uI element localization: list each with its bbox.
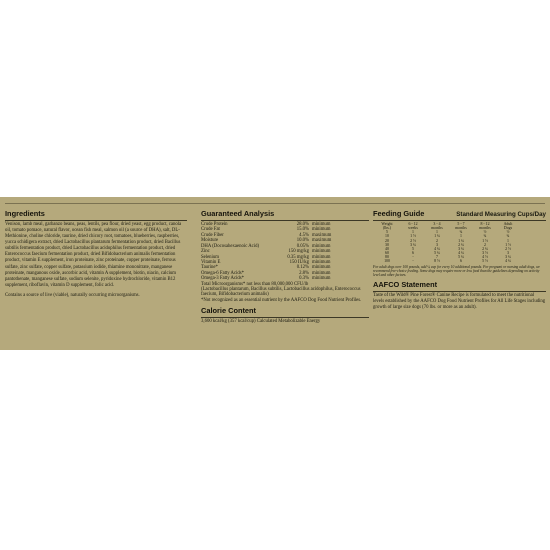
analysis-footnote: *Not recognized as an essential nutrient by the AAFCO Dog Food Nutrient Profiles.	[201, 297, 362, 303]
feeding-guide-cell: 2 ¾	[458, 242, 464, 247]
ingredients-section	[5, 209, 187, 299]
nutrient-qualifier: minimum	[312, 227, 331, 233]
feeding-guide-cell: 3 ½	[482, 251, 488, 256]
feeding-guide-cell: 30	[385, 242, 389, 247]
probiotic-note: Contains a source of live (viable), naturally occurring microorganisms.	[5, 292, 140, 298]
feeding-guide-cell: ½	[483, 230, 487, 235]
feeding-guide-cell: 2 ¾	[482, 246, 488, 251]
nutrient-qualifier: minimum	[312, 249, 331, 255]
feeding-guide-row	[373, 259, 519, 263]
feeding-guide-cell: 4 ¾	[505, 259, 511, 264]
nutrient-value: 0.05%	[296, 243, 309, 249]
nutrient-qualifier: maximum	[312, 238, 332, 244]
nutrient-name: Taurine*	[201, 265, 218, 271]
feeding-guide-cell: 5	[412, 246, 414, 251]
nutrient-name: Omega-3 Fatty Acids*	[201, 276, 245, 282]
feeding-guide-cell: ¾	[483, 234, 487, 239]
feeding-guide-cell: 5	[386, 230, 388, 235]
nutrient-qualifier: minimum	[312, 270, 331, 276]
feeding-guide-heading: Feeding Guide	[373, 209, 425, 218]
calorie-content-rule	[201, 317, 369, 318]
nutrient-value: 0.12%	[296, 265, 309, 271]
nutrient-value: 4.5%	[299, 232, 309, 238]
feeding-guide-cell: 6	[412, 251, 414, 256]
feeding-guide-header-cell: 8 - 12	[480, 222, 490, 226]
nutrient-value: 2.8%	[299, 270, 309, 276]
feeding-guide-cell: 1 ¾	[458, 238, 464, 243]
feeding-guide-cell: 1	[507, 238, 509, 243]
feeding-guide-cell: 2	[484, 242, 486, 247]
feeding-guide-header-cell: Adult	[503, 222, 513, 226]
feeding-guide-cell: 1	[460, 234, 462, 239]
feeding-guide-cell: 4 ½	[482, 255, 488, 260]
nutrient-name: Selenium	[201, 254, 219, 260]
nutrient-qualifier: minimum	[312, 276, 331, 282]
nutrient-qualifier: minimum	[312, 265, 331, 271]
feeding-guide-cell: 1 ¾	[434, 234, 440, 239]
ingredients-rule	[5, 220, 187, 221]
label-panel	[0, 197, 550, 350]
ingredients-text: Venison, lamb meal, garbanzo beans, peas, lentils, pea flour, dried yeast, egg product, canola oil, tomato pomace, natural flavor, ocean fish meal, salmon oil (a source of DHA), salt, DL-Methionine, choline chloride, taurine, dried chicory root, tomatoes, blueberries, raspberries, yucca schidigera extract, dried Lactobacillus plantarum fermentation product, dried Bacillus subtilis fermentation product, dried Lactobacillus acidophilus fermentation product, dried Enterococcus faecium fermentation product, dried Bifidobacterium animalis fermentation product, vitamin E supplement, iron proteinate, zinc proteinate, copper proteinate, ferrous sulfate, zinc sulfate, copper sulfate, potassium iodide, thiamine mononitrate, manganese proteinate, manganous oxide, ascorbic acid, vitamin A supplement, biotin, niacin, calcium pantothenate, manganese sulfate, sodium selenite, pyridoxine hydrochloride, vitamin B12 supplement, riboflavin, vitamin D supplement, folic acid.	[5, 222, 182, 288]
nutrient-value: 10.0%	[296, 238, 309, 244]
feeding-guide-cell: 5 ½	[482, 259, 488, 264]
nutrient-name: Crude Fiber	[201, 232, 224, 238]
ingredients-heading: Ingredients	[5, 209, 45, 218]
microorganisms-detail: (Lactobacillus plantarum, Bacillus subtilis, Lactobacillus acidophilus, Enterococcus faecium, Bifidobacterium animalis)	[201, 287, 361, 298]
feeding-guide-cell: 10	[385, 234, 389, 239]
feeding-guide-cell: 2	[436, 238, 438, 243]
nutrient-name: Vitamin E	[201, 259, 221, 265]
nutrient-value: 150 IU/kg	[289, 259, 309, 265]
feeding-guide-cell: 2 ½	[505, 246, 511, 251]
nutrient-qualifier: minimum	[312, 243, 331, 249]
calorie-content-heading: Calorie Content	[201, 306, 257, 316]
nutrient-name: Omega-6 Fatty Acids*	[201, 270, 245, 276]
feeding-guide-header-cell: (lbs.)	[382, 226, 392, 231]
feeding-guide-cell: 6	[460, 259, 462, 264]
feeding-guide-cell: 5 ¾	[458, 255, 464, 260]
feeding-guide-cell: 20	[385, 238, 389, 243]
feeding-guide-cell: 1	[436, 230, 438, 235]
feeding-guide-cell: ¾	[506, 234, 510, 239]
feeding-guide-header-cell: 3 - 4	[433, 222, 441, 226]
nutrient-qualifier: minimum	[312, 254, 331, 260]
feeding-guide-cell: ¾	[459, 230, 463, 235]
feeding-guide-header-cell: 5 - 7	[457, 222, 465, 226]
feeding-guide-cell: 8 ½	[434, 259, 440, 264]
nutrient-name: DHA (Docosahexaenoic Acid)	[201, 243, 260, 249]
nutrient-name: Moisture	[201, 238, 219, 244]
feeding-guide-cell: 3 ¾	[458, 246, 464, 251]
top-divider	[5, 203, 545, 204]
nutrient-value: 15.0%	[296, 227, 309, 233]
feeding-guide-cell: 1 ½	[482, 238, 488, 243]
feeding-guide-cell: 5 ¾	[434, 251, 440, 256]
feeding-guide-cell: 7	[436, 255, 438, 260]
feeding-guide-cell: 3 ¾	[505, 255, 511, 260]
feeding-guide-header-cell: Weight	[381, 222, 393, 226]
microorganisms-line: Total Microorganisms* not less than 80,000,000 CFU/lb	[201, 281, 309, 287]
feeding-guide-header-cell: months	[479, 226, 491, 231]
nutrient-qualifier: maximum	[312, 232, 332, 238]
nutrient-value: 28.0%	[296, 222, 309, 227]
feeding-guide-cell: 3	[507, 251, 509, 256]
aafco-heading: AAFCO Statement	[373, 280, 438, 290]
aafco-text: Taste of the Wild® Pine Forest® Canine Recipe is formulated to meet the nutritional levels established by the AAFCO Dog Food Nutrient Profiles for All Life Stages including growth of large size dogs (70 lbs. or more as an adult).	[373, 293, 546, 311]
feeding-guide-cell: 3 ¾	[410, 242, 416, 247]
feeding-guide-cell: 1 ½	[505, 242, 511, 247]
feeding-guide-cell: -	[412, 259, 414, 264]
feeding-guide-header-cell: weeks	[408, 226, 418, 231]
feeding-guide-cell: 1 ½	[410, 234, 416, 239]
nutrient-name: Crude Protein	[201, 222, 228, 227]
calorie-content-text: 3,600 kcal/kg (357 kcal/cup) Calculated Metabolizable Energy	[201, 319, 321, 325]
guaranteed-analysis-heading: Guaranteed Analysis	[201, 209, 275, 218]
nutrient-value: 0.35 mg/kg	[287, 254, 309, 260]
feeding-guide-cell: 3	[436, 242, 438, 247]
feeding-guide-cell: 60	[385, 251, 389, 256]
feeding-guide-cell: 1	[412, 230, 414, 235]
nutrient-qualifier: minimum	[312, 259, 331, 265]
feeding-guide-cell: 80	[385, 255, 389, 260]
feeding-guide-rule	[373, 220, 546, 221]
nutrient-name: Crude Fat	[201, 227, 220, 233]
feeding-guide-header	[373, 209, 546, 220]
nutrient-name: Zinc	[201, 249, 210, 255]
feeding-guide-cell: 4 ¾	[458, 251, 464, 256]
guaranteed-analysis-section	[201, 209, 369, 325]
feeding-guide-header-cell: months	[455, 226, 467, 231]
feeding-guide-cell: 40	[385, 246, 389, 251]
guaranteed-analysis-table	[201, 222, 369, 303]
guaranteed-analysis-rule	[201, 220, 369, 221]
feeding-guide-note: For adult dogs over 100 pounds, add ¼ cup for every 10 additional pounds. For pregnant or nursing adult dogs, we recommend free-choice feeding. Some dogs may require more or less food than the guidelines depending on activity level and other factors.	[373, 264, 540, 277]
feeding-guide-cell: 100	[384, 259, 390, 264]
feeding-guide-cell: 2 ½	[410, 238, 416, 243]
feeding-guide-cell: 4 ¾	[434, 246, 440, 251]
feeding-guide-cell: -	[412, 255, 414, 260]
nutrient-qualifier: minimum	[312, 222, 331, 227]
feeding-guide-header-cell: 6 - 12	[408, 222, 418, 226]
feeding-guide-header-cell: months	[431, 226, 443, 231]
nutrient-value: 150 mg/kg	[288, 249, 309, 255]
feeding-guide-section	[373, 209, 546, 311]
feeding-guide-header-cell: Dogs	[503, 226, 513, 231]
feeding-guide-subheading: Standard Measuring Cups/Day	[456, 211, 546, 218]
feeding-guide-table	[373, 222, 519, 264]
feeding-guide-cell: ½	[506, 230, 510, 235]
nutrient-value: 0.3%	[299, 276, 309, 282]
